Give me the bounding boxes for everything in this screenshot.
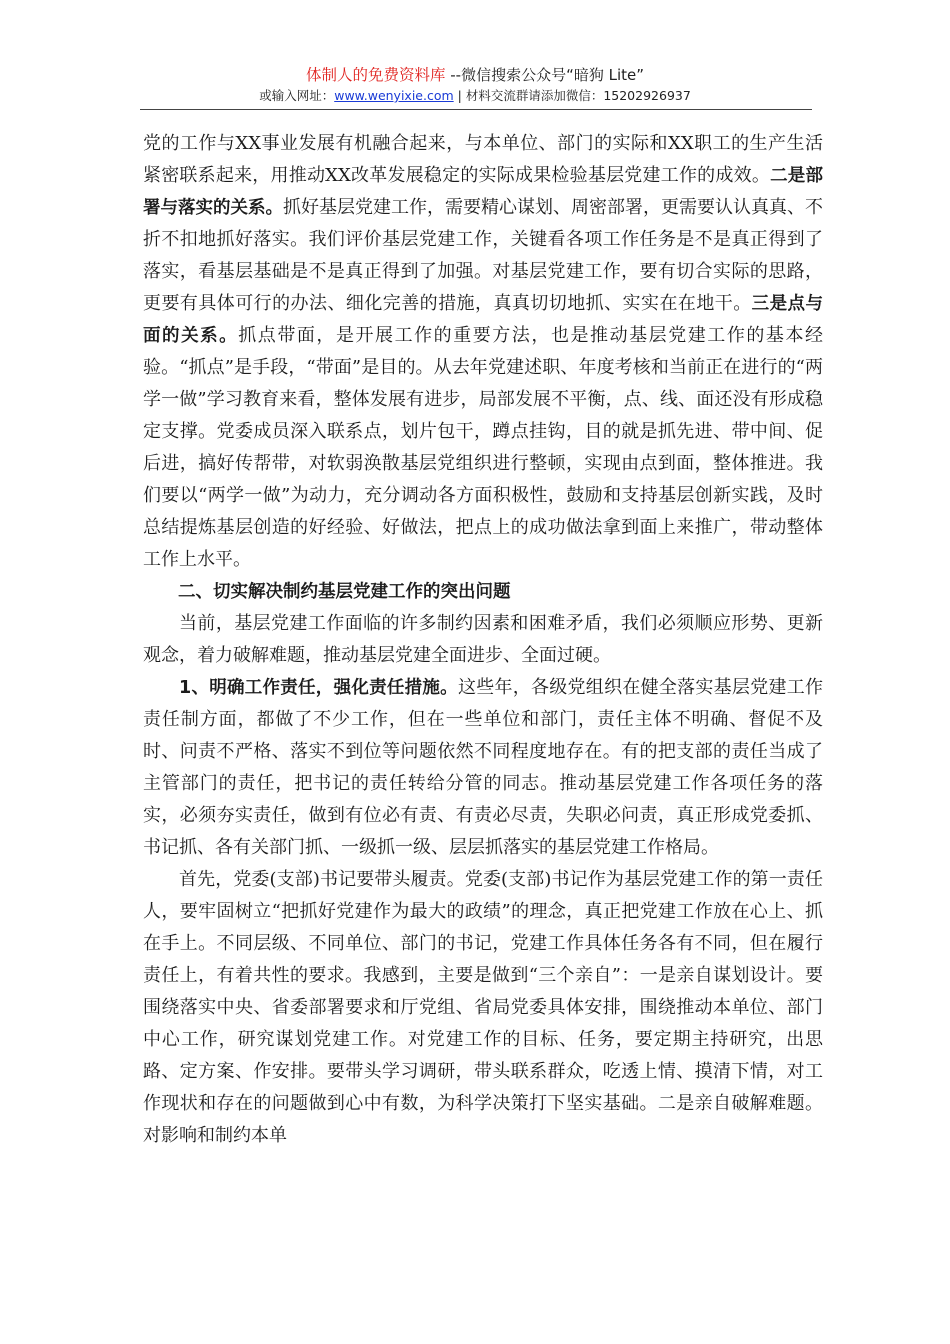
section-2-title: 二、切实解决制约基层党建工作的突出问题: [178, 582, 511, 602]
header-url-link[interactable]: www.wenyixie.com: [334, 88, 454, 103]
document-body: [143, 128, 823, 1152]
header-line-2: [0, 86, 950, 106]
header-brand: 体制人的免费资料库: [305, 66, 446, 84]
p1-text-3: 抓点带面，是开展工作的重要方法，也是推动基层党建工作的基本经验。“抓点”是手段，“带面”是目的。从去年党建述职、年度考核和当前正在进行的“两学一做”学习教育来看，整体发展有进步，局部发展不平衡，点、线、面还没有形成稳定支撑。党委成员深入联系点，划片包干，蹲点挂钩，目的就是抓先进、带中间、促后进，搞好传帮带，对软弱涣散基层党组织进行整顿，实现由点到面，整体推进。我们要以“两学一做”为动力，充分调动各方面积极性，鼓励和支持基层创新实践，及时总结提炼基层创造的好经验、好做法，把点上的成功做法拿到面上来推广，带动整体工作上水平。: [143, 325, 824, 570]
paragraph-2: 当前，基层党建工作面临的许多制约因素和困难矛盾，我们必须顺应形势、更新观念，着力破解难题，推动基层党建全面进步、全面过硬。: [143, 613, 823, 666]
header-divider: [140, 109, 812, 110]
paragraph-1: [143, 128, 823, 576]
paragraph-4: 首先，党委(支部)书记要带头履责。党委(支部)书记作为基层党建工作的第一责任人，要牢固树立“把抓好党建作为最大的政绩”的理念，真正把党建工作放在心上、抓在手上。不同层级、不同单位、部门的书记，党建工作具体任务各有不同，但在履行责任上，有着共性的要求。我感到，主要是做到“三个亲自”：一是亲自谋划设计。要围绕落实中央、省委部署要求和厅党组、省局党委具体安排，围绕推动本单位、部门中心工作，研究谋划党建工作。对党建工作的目标、任务，要定期主持研究，出思路、定方案、作安排。要带头学习调研，带头联系群众，吃透上情、摸清下情，对工作现状和存在的问题做到心中有数，为科学决策打下坚实基础。二是亲自破解难题。对影响和制约本单: [143, 869, 823, 1146]
p1-bold-1: 二是部署与落实的关系。: [143, 166, 823, 218]
header-line-1: [0, 64, 950, 86]
header-contact: | 材料交流群请添加微信：15202926937: [453, 88, 691, 103]
header-tagline: --微信搜索公众号“暗狗 Lite”: [445, 66, 645, 84]
p3-text: 这些年，各级党组织在健全落实基层党建工作责任制方面，都做了不少工作，但在一些单位和部门，责任主体不明确、督促不及时、问责不严格、落实不到位等问题依然不同程度地存在。有的把支部的责任当成了主管部门的责任，把书记的责任转给分管的同志。推动基层党建工作各项任务的落实，必须夯实责任，做到有位必有责、有责必尽责，失职必问责，真正形成党委抓、书记抓、各有关部门抓、一级抓一级、层层抓落实的基层党建工作格局。: [143, 677, 823, 858]
p1-text-2: 抓好基层党建工作，需要精心谋划、周密部署，更需要认认真真、不折不扣地抓好落实。我们评价基层党建工作，关键看各项工作任务是不是真正得到了落实，看基层基础是不是真正得到了加强。对基层党建工作，要有切合实际的思路，更要有具体可行的办法、细化完善的措施，真真切切地抓、实实在在地干。: [143, 197, 823, 314]
paragraph-3: [143, 672, 823, 864]
page-header: [0, 64, 950, 106]
p3-bold: 1、明确工作责任，强化责任措施。: [179, 678, 458, 698]
p1-text-1: 党的工作与XX事业发展有机融合起来，与本单位、部门的实际和XX职工的生产生活紧密联系起来，用推动XX改革发展稳定的实际成果检验基层党建工作的成效。: [143, 133, 823, 186]
header-url-prefix: 或输入网址：: [259, 88, 335, 103]
p1-bold-2: 三是点与面的关系。: [143, 294, 824, 346]
